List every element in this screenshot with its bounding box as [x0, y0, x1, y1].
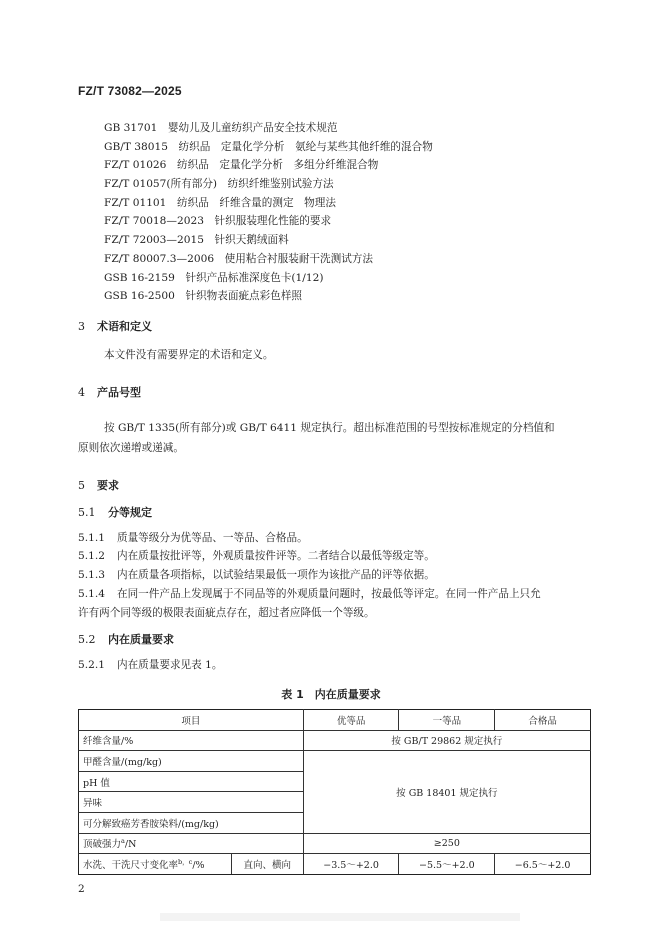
section-5-2-heading — [78, 631, 174, 647]
value-qualified: −6.5～+2.0 — [495, 854, 591, 875]
clause-text: 内在质量按批评等，外观质量按件评等。二者结合以最低等级定等。 — [117, 550, 435, 562]
page-number: 2 — [78, 883, 85, 895]
section-4-text-line1: 按 GB/T 1335(所有部分)或 GB/T 6411 规定执行。超出标准范围的号型按标准规定的分档值和 — [104, 422, 555, 434]
reference-item: GSB 16-2159 针织产品标准深度色卡(1/12) — [104, 271, 324, 284]
reference-item: FZ/T 72003—2015 针织天鹅绒面料 — [104, 234, 289, 247]
clause-number: 5.2.1 — [78, 659, 105, 671]
reference-item: FZ/T 01026 纺织品 定量化学分析 多组分纤维混合物 — [104, 159, 379, 172]
clause-text: 质量等级分为优等品、一等品、合格品。 — [117, 532, 308, 544]
section-4-text-line2: 原则依次递增或递减。 — [78, 442, 184, 454]
clause-5-1-4-continued: 许有两个同等级的极限表面疵点存在，超过者应降低一个等级。 — [78, 607, 375, 619]
clause-5-1-3 — [78, 567, 435, 582]
table-row — [79, 854, 591, 875]
unit-text: /% — [192, 860, 205, 872]
row-sublabel-direction: 直向、横向 — [231, 854, 303, 875]
row-value-bursting-strength: ≥250 — [303, 833, 590, 854]
value-first: −5.5～+2.0 — [399, 854, 495, 875]
table-row — [79, 751, 591, 772]
unit-text: /N — [124, 839, 137, 851]
quality-requirements-table — [78, 709, 591, 875]
clause-5-1-1 — [78, 530, 308, 545]
section-title: 要求 — [97, 479, 119, 492]
section-title: 产品号型 — [97, 386, 141, 399]
clause-number: 5.1.3 — [78, 569, 105, 581]
label-text: 水洗、干洗尺寸变化率 — [83, 860, 179, 872]
clause-number: 5.1.4 — [78, 588, 105, 600]
header-grade-first: 一等品 — [399, 710, 495, 731]
reference-item: FZ/T 80007.3—2006 使用粘合衬服装耐干洗测试方法 — [104, 252, 373, 265]
clause-number: 5.1.2 — [78, 550, 105, 562]
section-title: 内在质量要求 — [108, 633, 174, 646]
label-text: 顶破强力 — [83, 839, 122, 851]
section-5-heading — [78, 477, 119, 493]
table-1-title: 表 1 内在质量要求 — [281, 688, 381, 701]
row-value-fiber: 按 GB/T 29862 规定执行 — [303, 730, 590, 751]
table-row — [79, 833, 591, 854]
row-label-bursting-strength — [79, 833, 304, 854]
section-5-1-heading — [78, 504, 152, 520]
footnote-marker: b，c — [178, 857, 193, 866]
row-label-dimensional-change — [79, 854, 232, 875]
reference-item: FZ/T 01101 纺织品 纤维含量的测定 物理法 — [104, 196, 336, 209]
header-grade-qualified: 合格品 — [495, 710, 591, 731]
normative-references-list — [104, 119, 433, 306]
reference-item: FZ/T 01057(所有部分) 纺织纤维鉴别试验方法 — [104, 178, 334, 191]
clause-text: 内在质量要求见表 1。 — [117, 659, 223, 671]
reference-item: GB/T 38015 纺织品 定量化学分析 氨纶与某些其他纤维的混合物 — [104, 140, 433, 153]
section-3-text: 本文件没有需要界定的术语和定义。 — [104, 349, 274, 361]
section-number: 5.2 — [78, 633, 96, 646]
table-row — [79, 730, 591, 751]
section-4-heading — [78, 384, 141, 400]
row-label-formaldehyde: 甲醛含量/(mg/kg) — [79, 751, 304, 772]
row-label-odor: 异味 — [79, 792, 304, 813]
section-number: 4 — [78, 386, 85, 399]
clause-number: 5.1.1 — [78, 532, 105, 544]
section-title: 术语和定义 — [97, 320, 152, 333]
table-header-row — [79, 710, 591, 731]
clause-5-2-1 — [78, 657, 222, 672]
row-label-ph: pH 值 — [79, 771, 304, 792]
clause-text: 内在质量各项指标，以试验结果最低一项作为该批产品的评等依据。 — [117, 569, 435, 581]
section-title: 分等规定 — [108, 506, 152, 519]
row-label-azo-dyes: 可分解致癌芳香胺染料/(mg/kg) — [79, 812, 304, 833]
row-label-fiber: 纤维含量/% — [79, 730, 304, 751]
footnote-marker: a — [121, 837, 125, 846]
header-item: 项目 — [79, 710, 304, 731]
value-superior: −3.5～+2.0 — [303, 854, 399, 875]
standard-code: FZ/T 73082—2025 — [78, 84, 182, 98]
section-3-heading — [78, 318, 152, 334]
clause-text: 在同一件产品上发现属于不同品等的外观质量问题时，按最低等评定。在同一件产品上只允 — [117, 588, 541, 600]
section-number: 5.1 — [78, 506, 96, 519]
reference-item: GSB 16-2500 针织物表面疵点彩色样照 — [104, 290, 303, 303]
clause-5-1-4 — [78, 586, 541, 601]
reference-item: GB 31701 婴幼儿及儿童纺织产品安全技术规范 — [104, 122, 338, 134]
footer-watermark-strip — [160, 913, 520, 921]
section-number: 5 — [78, 479, 85, 492]
clause-5-1-2 — [78, 548, 435, 563]
section-number: 3 — [78, 320, 85, 333]
reference-item: FZ/T 70018—2023 针织服装理化性能的要求 — [104, 215, 332, 228]
row-value-gb18401: 按 GB 18401 规定执行 — [303, 751, 590, 833]
header-grade-superior: 优等品 — [303, 710, 399, 731]
